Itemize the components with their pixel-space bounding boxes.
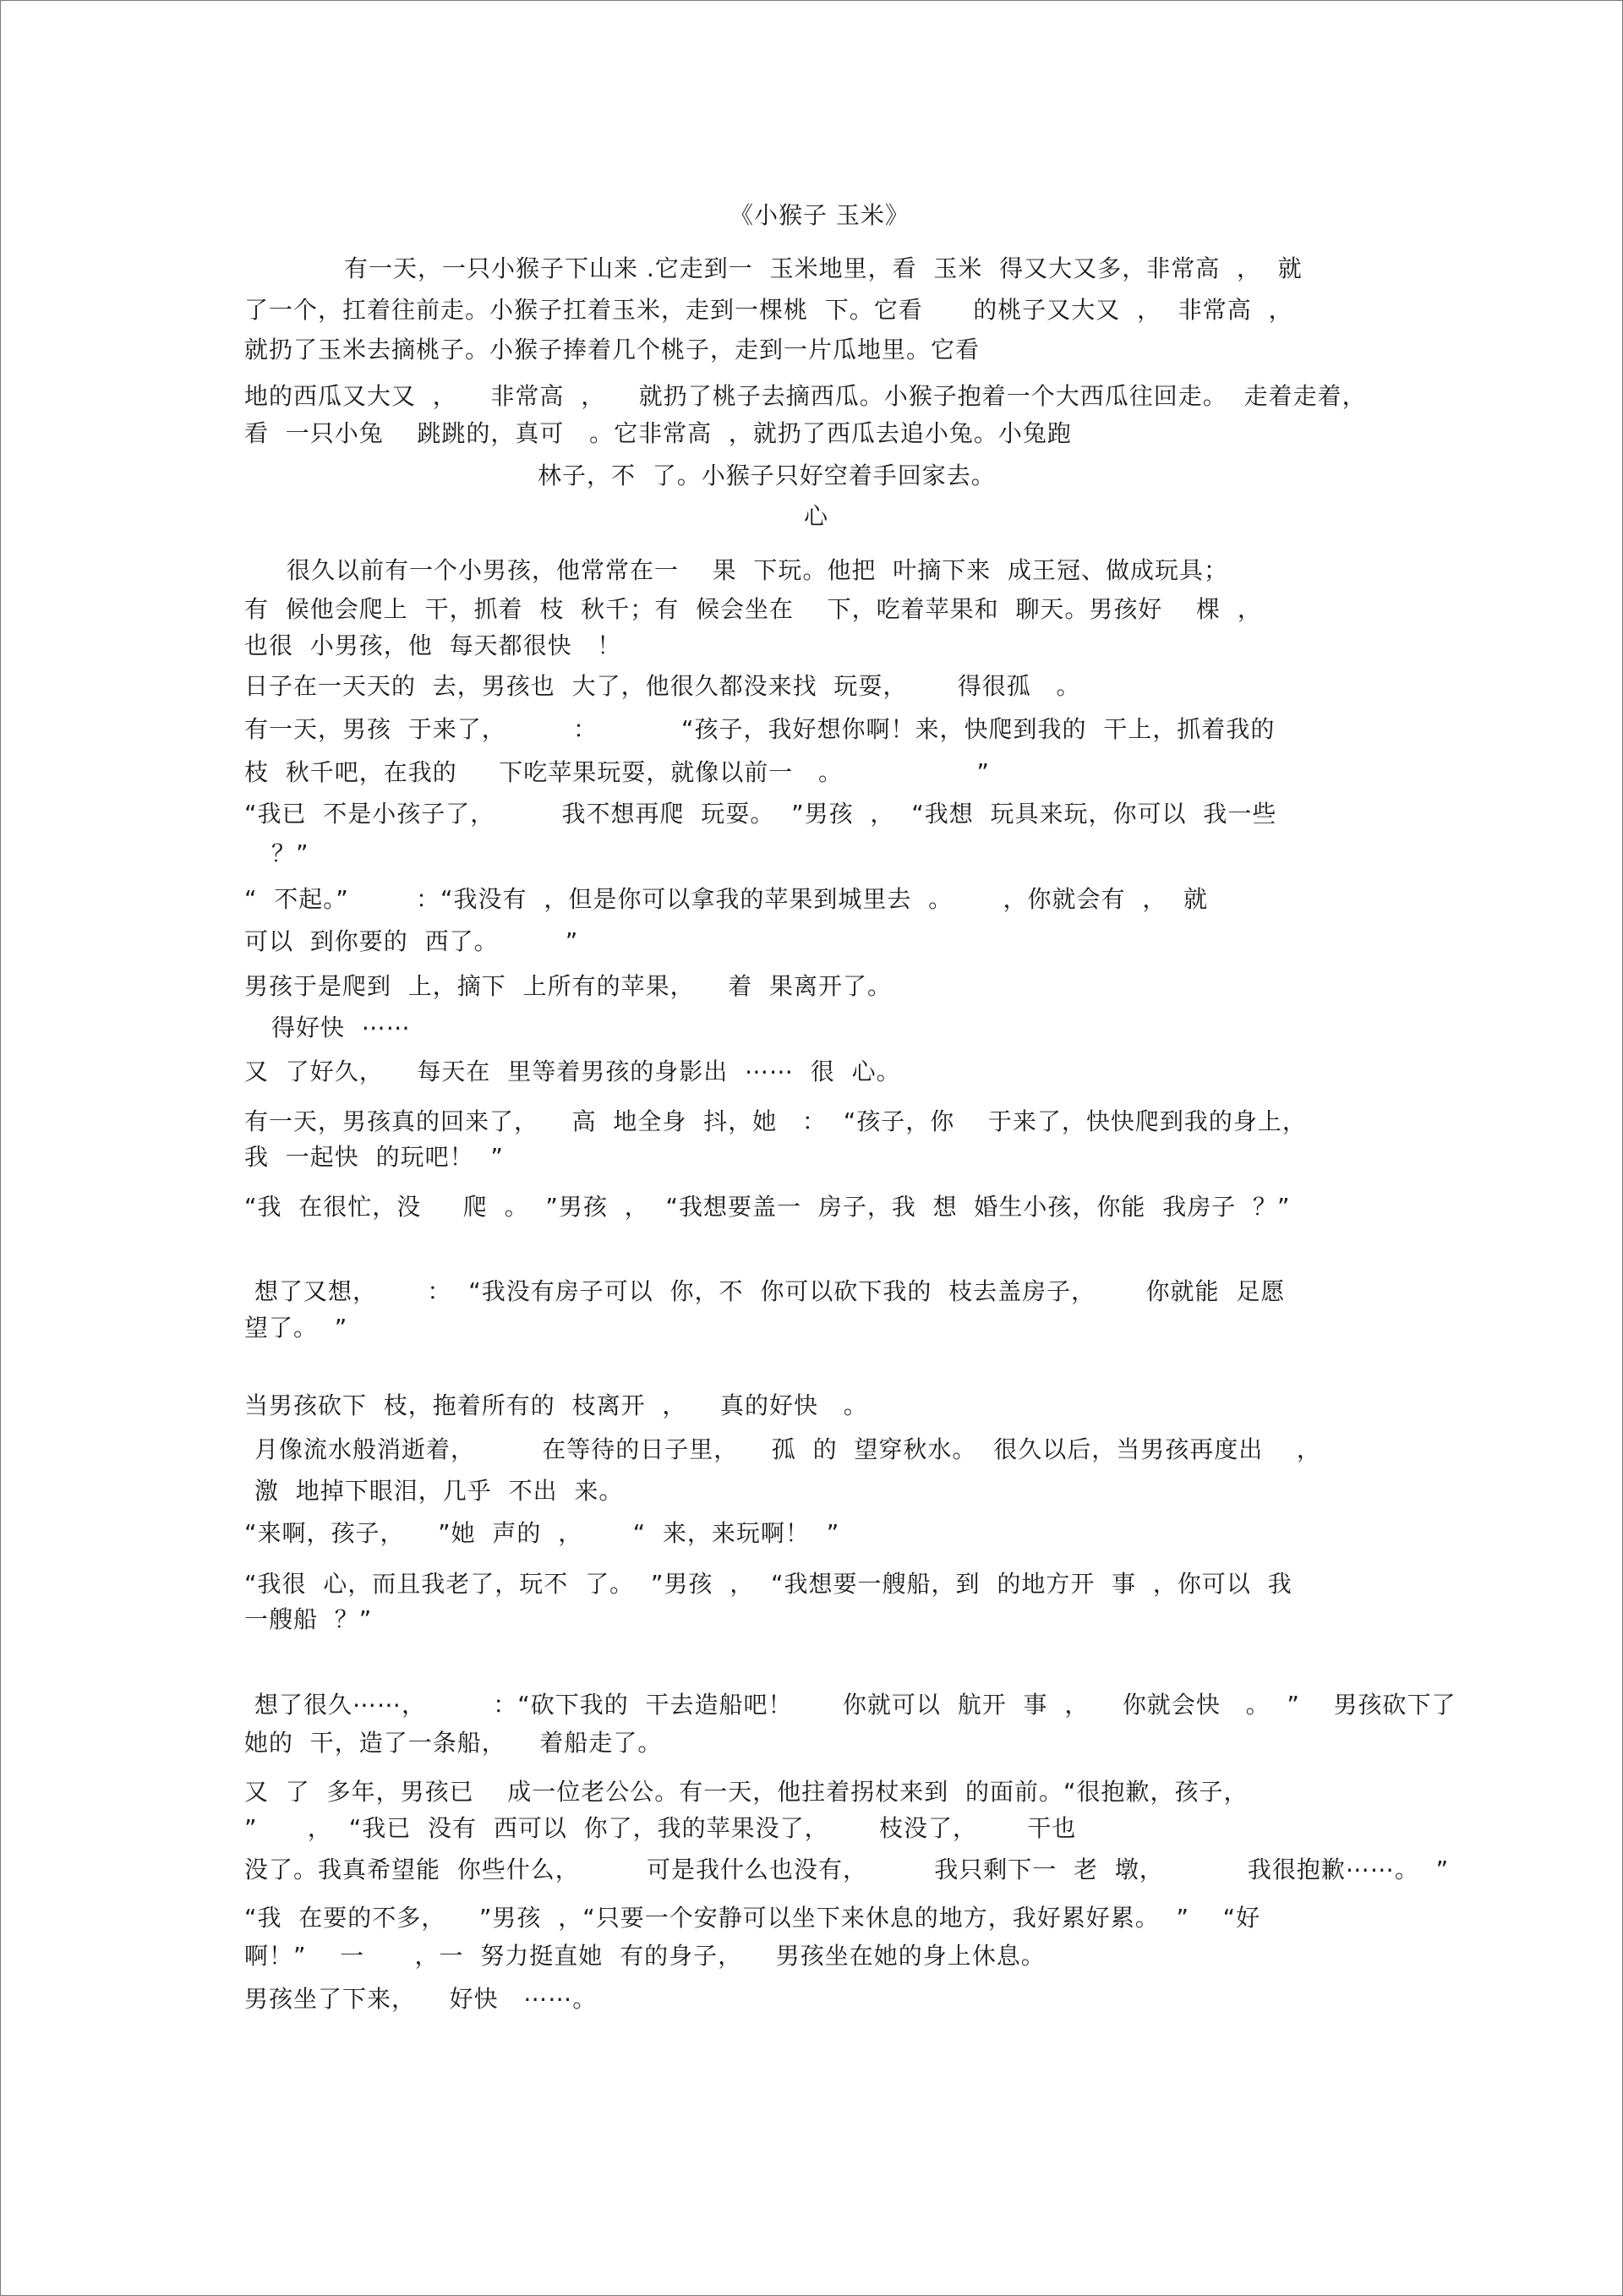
story1-line: 有一天，一只小猴子下山来 .它走到一 玉米地里，看 玉米 得又大又多，非常高 ， 就	[344, 254, 1303, 282]
story2-line: 男孩坐了下来， 好快 ⋯⋯。	[244, 1985, 598, 2013]
story2-line: 没了。我真希望能 你些什么， 可是我什么也没有， 我只剩下一 老 墩， 我很抱歉⋯⋯。 ”	[244, 1856, 1450, 1883]
story2-line: 得好快 ⋯⋯	[271, 1014, 411, 1041]
story1-line: 看 一只小兔 跳跳的，真可 。它非常高 ，就扔了西瓜去追小兔。小兔跑	[244, 419, 1072, 447]
story2-line: 望了。 ”	[244, 1314, 348, 1342]
story2-line: 当男孩砍下 枝，拖着所有的 枝离开 ， 真的好快 。	[244, 1391, 868, 1419]
story2-line: 可以 到你要的 西了。 ”	[244, 927, 579, 955]
story2-line: 有 候他会爬上 干，抓着 枝 秋千；有 候会坐在 下，吃着苹果和 聊天。男孩好 棵 ，	[244, 595, 1262, 623]
story2-line: ” ， “我已 没有 西可以 你了，我的苹果没了， 枝没了， 干也	[244, 1814, 1077, 1842]
story2-line: “我 在要的不多， ”男孩 ，“只要一个安静可以坐下来休息的地方，我好累好累。 ” “好	[244, 1904, 1261, 1932]
story2-line: 激 地掉下眼泪，几乎 不出 来。	[254, 1477, 624, 1505]
story1-line: 心	[804, 502, 829, 530]
story2-line: 有一天，男孩 于来了， ： “孩子，我好想你啊！来，快爬到我的 干上，抓着我的	[244, 715, 1276, 743]
story2-line: 男孩于是爬到 上，摘下 上所有的苹果， 着 果离开了。	[244, 972, 893, 1000]
story1-line: 林子，不 了。小猴子只好空着手回家去。	[538, 462, 996, 489]
story2-line: 又 了好久， 每天在 里等着男孩的身影出 ⋯⋯ 很 心。	[244, 1058, 901, 1085]
story2-line: 日子在一天天的 去，男孩也 大了，他很久都没来找 玩耍， 得很孤 。	[244, 672, 1081, 700]
story-title: 《小猴子 玉米》	[730, 201, 910, 229]
story2-line: 也很 小男孩，他 每天都很快 ！	[244, 631, 622, 659]
story1-line: 地的西瓜又大又 ， 非常高 ， 就扔了桃子去摘西瓜。小猴子抱着一个大西瓜往回走。 走着走着，	[244, 382, 1367, 410]
story2-line: “我 在很忙，没 爬 。 ”男孩 ， “我想要盖一 房子，我 想 婚生小孩，你能 我房子 ？”	[244, 1193, 1291, 1221]
story2-line: “我已 不是小孩子了， 我不想再爬 玩耍。 ”男孩 ， “我想 玩具来玩，你可以 我一些	[244, 800, 1277, 828]
story2-line: 又 了 多年，男孩已 成一位老公公。有一天，他拄着拐杖来到 的面前。“很抱歉，孩子，	[244, 1778, 1249, 1806]
story2-line: 枝 秋千吧，在我的 下吃苹果玩耍，就像以前一 。 ”	[244, 758, 990, 786]
story2-line: 很久以前有一个小男孩，他常常在一 果 下玩。他把 叶摘下来 成王冠、做成玩具；	[287, 556, 1229, 584]
story2-line: “我很 心，而且我老了，玩不 了。 ”男孩 ， “我想要一艘船，到 的地方开 事 ，你可以 我	[244, 1570, 1292, 1598]
story2-line: 啊！” 一 ，一 努力挺直她 有的身子， 男孩坐在她的身上休息。	[244, 1942, 1046, 1970]
story2-line: 有一天，男孩真的回来了， 高 地全身 抖，她 ： “孩子，你 于来了，快快爬到我的身上，	[244, 1107, 1307, 1135]
story2-line: 想了很久⋯⋯， ：“砍下我的 干去造船吧！ 你就可以 航开 事 ， 你就会快 。 ” 男孩砍下了	[254, 1691, 1456, 1719]
story2-line: 月像流水般消逝着， 在等待的日子里， 孤 的 望穿秋水。 很久以后，当男孩再度出 ，	[254, 1435, 1321, 1463]
story2-line: “来啊，孩子， ”她 声的 ， “ 来，来玩啊！ ”	[244, 1519, 840, 1547]
story2-line: 一艘船 ？”	[244, 1605, 373, 1633]
story2-line: 想了又想， ： “我没有房子可以 你，不 你可以砍下我的 枝去盖房子， 你就能 足愿	[254, 1277, 1286, 1305]
story2-line: 我 一起快 的玩吧！ ”	[244, 1143, 504, 1171]
story2-line: 她的 干，造了一条船， 着船走了。	[244, 1729, 663, 1757]
story2-line: ？”	[271, 839, 309, 867]
story1-line: 了一个，扛着往前走。小猴子扛着玉米，走到一棵桃 下。它看 的桃子又大又 ， 非常高 ，	[244, 296, 1293, 324]
story1-line: 就扔了玉米去摘桃子。小猴子捧着几个桃子，走到一片瓜地里。它看	[244, 336, 981, 364]
story2-line: “ 不起。” ：“我没有 ，但是你可以拿我的苹果到城里去 。 ，你就会有 ， 就	[244, 885, 1209, 913]
